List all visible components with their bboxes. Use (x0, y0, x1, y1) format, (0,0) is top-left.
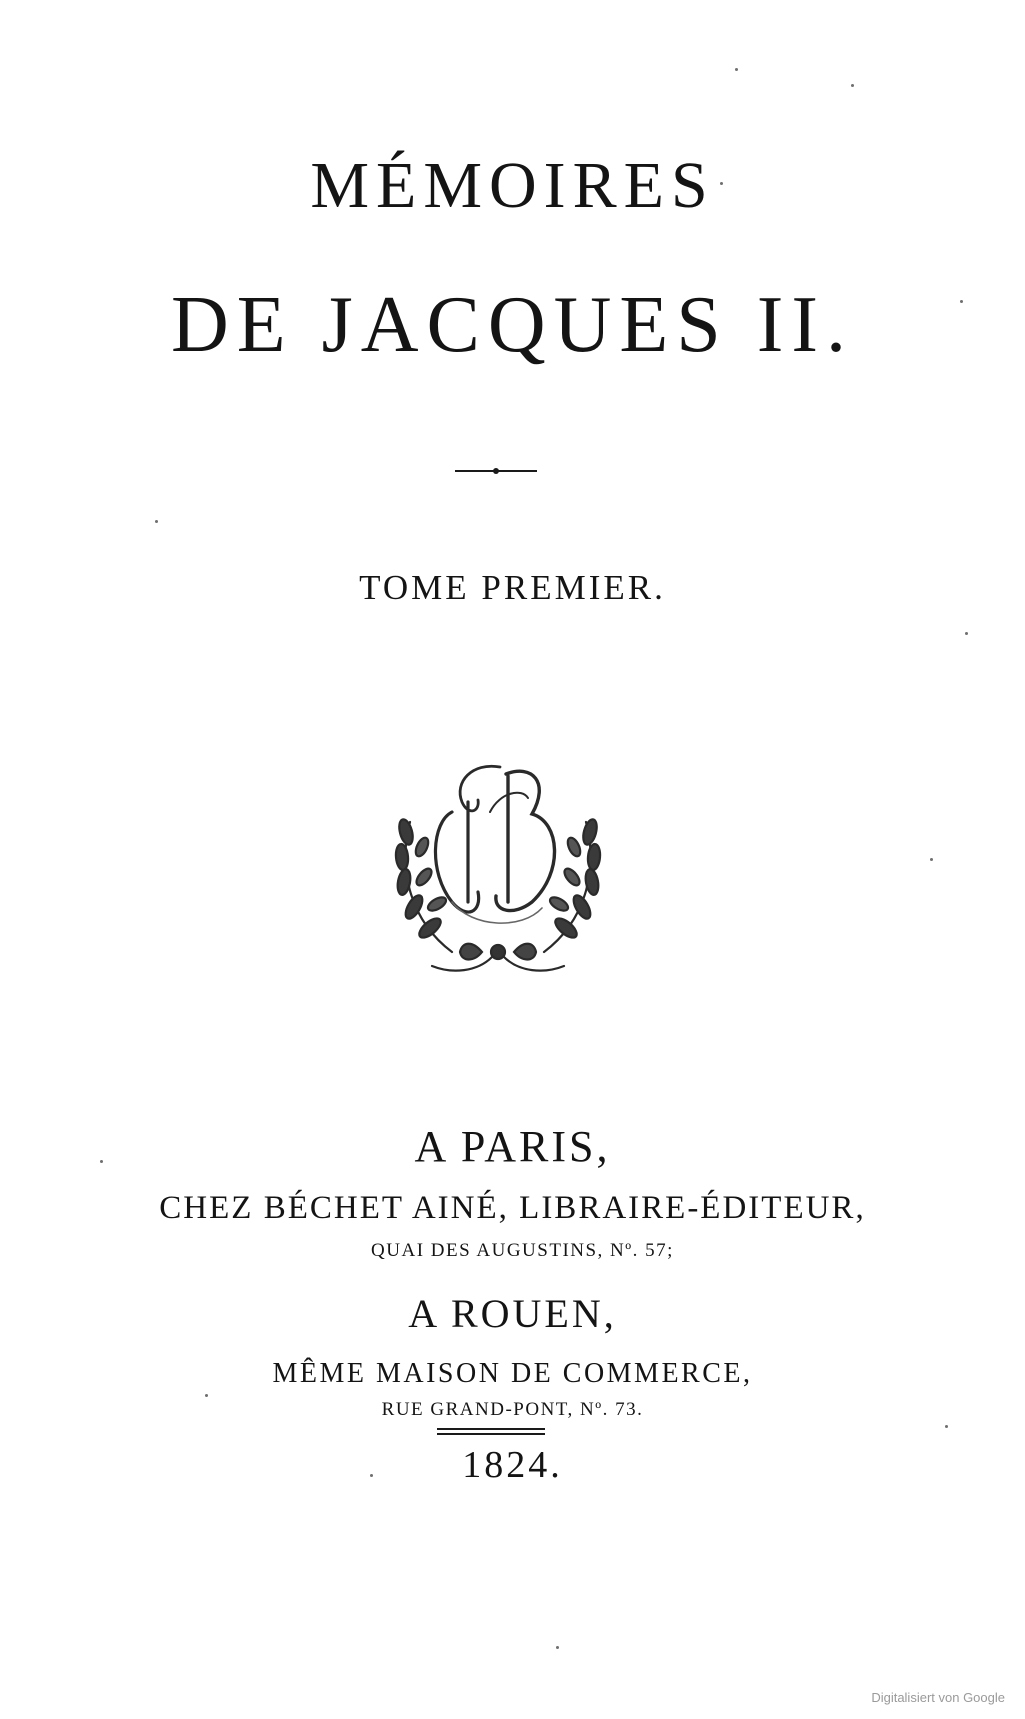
title-line-1: MÉMOIRES (310, 149, 715, 222)
rule-dot (493, 468, 499, 474)
paper-speck (205, 1394, 208, 1397)
publisher-address: QUAI DES AUGUSTINS, Nº. 57; (371, 1240, 674, 1261)
second-house: MÊME MAISON DE COMMERCE, (272, 1358, 753, 1389)
publication-year: 1824. (462, 1444, 563, 1486)
paper-speck (720, 182, 723, 185)
paper-speck (735, 68, 738, 71)
paper-speck (851, 84, 854, 87)
paper-speck (556, 1646, 559, 1649)
imprint-city-rouen: A ROUEN, (408, 1291, 617, 1336)
second-address: RUE GRAND-PONT, Nº. 73. (381, 1399, 644, 1420)
paper-speck (930, 858, 933, 861)
paper-speck (965, 632, 968, 635)
paper-speck (100, 1160, 103, 1163)
ornamental-rule (455, 470, 537, 472)
double-rule (437, 1428, 545, 1435)
volume-label: TOME PREMIER. (359, 568, 666, 607)
title-line-2: DE JACQUES II. (170, 281, 855, 369)
paper-speck (370, 1474, 373, 1477)
paper-speck (155, 520, 158, 523)
imprint-city-paris: A PARIS, (414, 1122, 611, 1171)
paper-speck (945, 1425, 948, 1428)
wreath-monogram-icon (382, 752, 614, 982)
paper-speck (960, 300, 963, 303)
publisher-name: CHEZ BÉCHET AINÉ, LIBRAIRE-ÉDITEUR, (159, 1190, 866, 1226)
digitization-watermark: Digitalisiert von Google (871, 1690, 1005, 1705)
